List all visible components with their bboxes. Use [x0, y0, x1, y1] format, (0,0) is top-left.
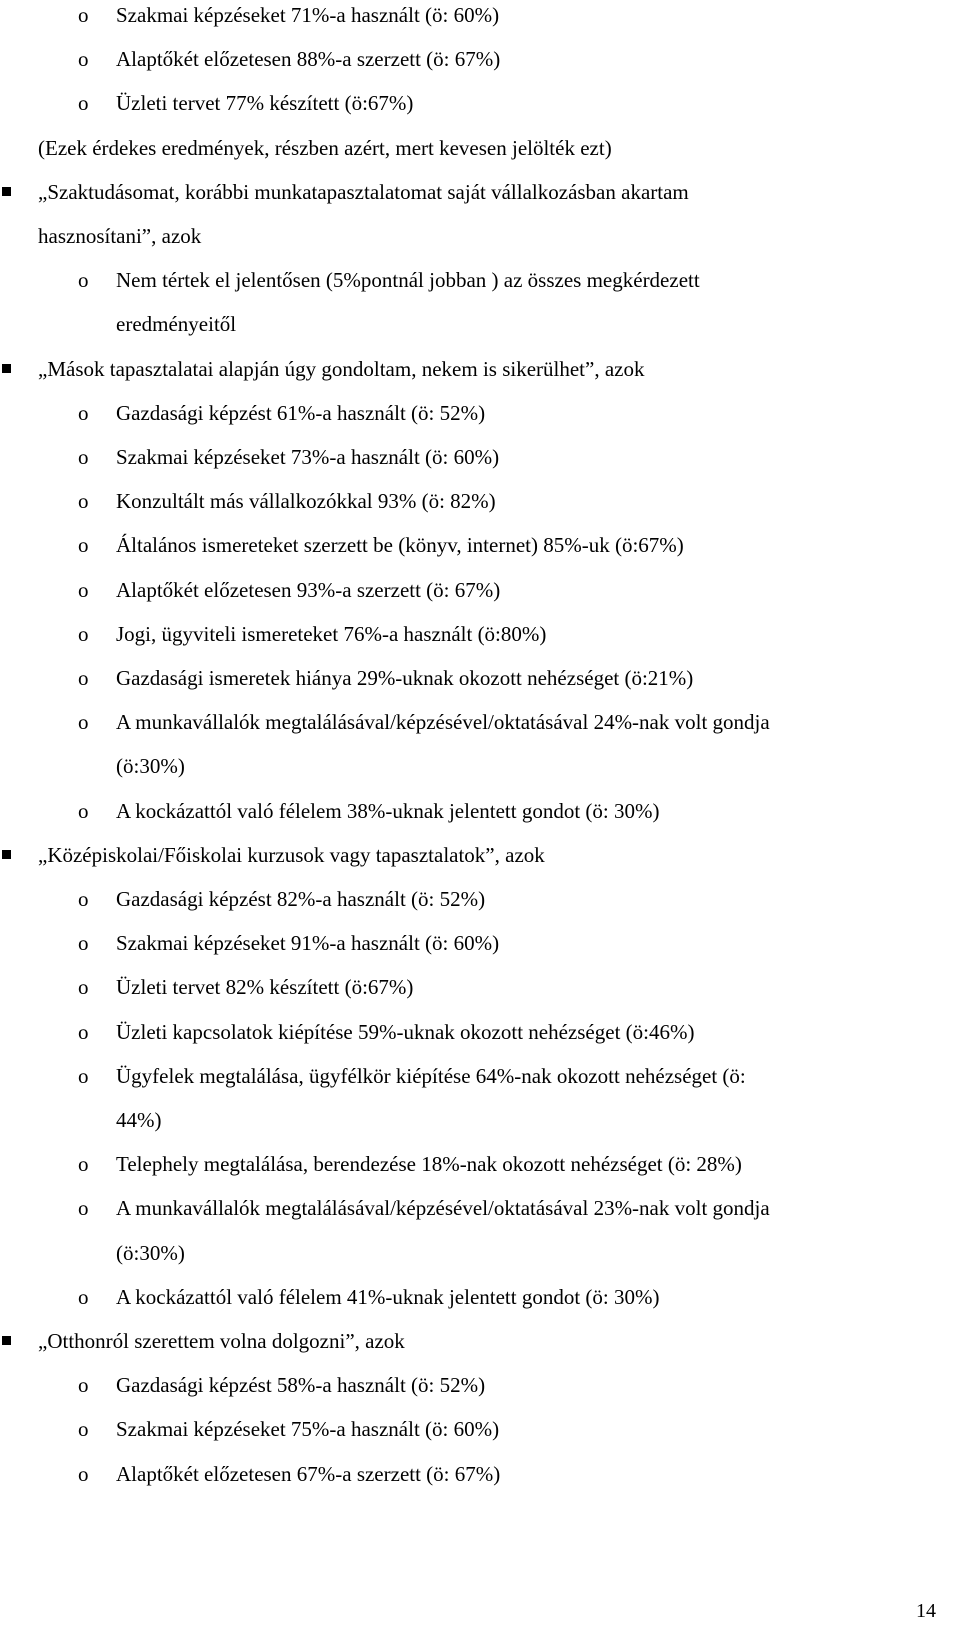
text-line: Szakmai képzéseket 71%-a használt (ö: 60%) [116, 3, 500, 27]
text-line: Szakmai képzéseket 75%-a használt (ö: 60%) [116, 1417, 500, 1441]
circle-bullet-icon: o [78, 1020, 89, 1044]
text-line: A kockázattól való félelem 41%-uknak jelentett gondot (ö: 30%) [116, 1285, 660, 1309]
text-line: Szakmai képzéseket 91%-a használt (ö: 60%) [116, 931, 500, 955]
text-line: Alaptőkét előzetesen 93%-a szerzett (ö: 67%) [116, 578, 501, 602]
text-line: Alaptőkét előzetesen 67%-a szerzett (ö: 67%) [116, 1462, 501, 1486]
circle-bullet-icon: o [78, 1152, 89, 1176]
circle-bullet-icon: o [78, 3, 89, 27]
text-line: Gazdasági képzést 82%-a használt (ö: 52%) [116, 887, 486, 911]
text-line: Konzultált más vállalkozókkal 93% (ö: 82%) [116, 489, 496, 513]
text-line: Üzleti tervet 82% készített (ö:67%) [116, 975, 414, 999]
text-line: Ügyfelek megtalálása, ügyfélkör kiépítése 64%-nak okozott nehézséget (ö: [116, 1064, 746, 1088]
text-line: (ö:30%) [116, 754, 185, 778]
square-bullet-icon [2, 364, 11, 373]
text-line: Gazdasági képzést 58%-a használt (ö: 52%) [116, 1373, 486, 1397]
circle-bullet-icon: o [78, 1285, 89, 1309]
circle-bullet-icon: o [78, 710, 89, 734]
text-line: hasznosítani”, azok [38, 224, 202, 248]
circle-bullet-icon: o [78, 622, 89, 646]
text-line: A munkavállalók megtalálásával/képzésével/oktatásával 24%-nak volt gondja [116, 710, 770, 734]
circle-bullet-icon: o [78, 445, 89, 469]
circle-bullet-icon: o [78, 931, 89, 955]
square-bullet-icon [2, 1336, 11, 1345]
text-line: Alaptőkét előzetesen 88%-a szerzett (ö: 67%) [116, 47, 501, 71]
text-line: Telephely megtalálása, berendezése 18%-nak okozott nehézséget (ö: 28%) [116, 1152, 742, 1176]
square-bullet-icon [2, 850, 11, 859]
text-line: (ö:30%) [116, 1241, 185, 1265]
circle-bullet-icon: o [78, 91, 89, 115]
text-line: Gazdasági ismeretek hiánya 29%-uknak okozott nehézséget (ö:21%) [116, 666, 694, 690]
text-line: Üzleti kapcsolatok kiépítése 59%-uknak okozott nehézséget (ö:46%) [116, 1020, 695, 1044]
circle-bullet-icon: o [78, 1373, 89, 1397]
text-line: A kockázattól való félelem 38%-uknak jelentett gondot (ö: 30%) [116, 799, 660, 823]
text-line: A munkavállalók megtalálásával/képzésével/oktatásával 23%-nak volt gondja [116, 1196, 770, 1220]
circle-bullet-icon: o [78, 1196, 89, 1220]
circle-bullet-icon: o [78, 1417, 89, 1441]
text-line: 44%) [116, 1108, 162, 1132]
circle-bullet-icon: o [78, 1462, 89, 1486]
circle-bullet-icon: o [78, 975, 89, 999]
circle-bullet-icon: o [78, 489, 89, 513]
text-line: Üzleti tervet 77% készített (ö:67%) [116, 91, 414, 115]
text-line: Gazdasági képzést 61%-a használt (ö: 52%) [116, 401, 486, 425]
text-line: „Mások tapasztalatai alapján úgy gondoltam, nekem is sikerülhet”, azok [38, 357, 645, 381]
text-line: Jogi, ügyviteli ismereteket 76%-a használt (ö:80%) [116, 622, 547, 646]
circle-bullet-icon: o [78, 887, 89, 911]
text-line: Szakmai képzéseket 73%-a használt (ö: 60%) [116, 445, 500, 469]
text-line: Nem tértek el jelentősen (5%pontnál jobban ) az összes megkérdezett [116, 268, 700, 292]
circle-bullet-icon: o [78, 666, 89, 690]
text-line: „Középiskolai/Főiskolai kurzusok vagy tapasztalatok”, azok [38, 843, 545, 867]
circle-bullet-icon: o [78, 799, 89, 823]
square-bullet-icon [2, 187, 11, 196]
text-line: Általános ismereteket szerzett be (könyv, internet) 85%-uk (ö:67%) [116, 533, 684, 557]
circle-bullet-icon: o [78, 268, 89, 292]
text-line: (Ezek érdekes eredmények, részben azért, mert kevesen jelölték ezt) [38, 136, 612, 160]
circle-bullet-icon: o [78, 401, 89, 425]
text-line: „Szaktudásomat, korábbi munkatapasztalatomat saját vállalkozásban akartam [38, 180, 689, 204]
circle-bullet-icon: o [78, 1064, 89, 1088]
circle-bullet-icon: o [78, 533, 89, 557]
page-number: 14 [916, 1600, 936, 1622]
text-line: eredményeitől [116, 312, 237, 336]
circle-bullet-icon: o [78, 578, 89, 602]
circle-bullet-icon: o [78, 47, 89, 71]
text-line: „Otthonról szerettem volna dolgozni”, azok [38, 1329, 405, 1353]
